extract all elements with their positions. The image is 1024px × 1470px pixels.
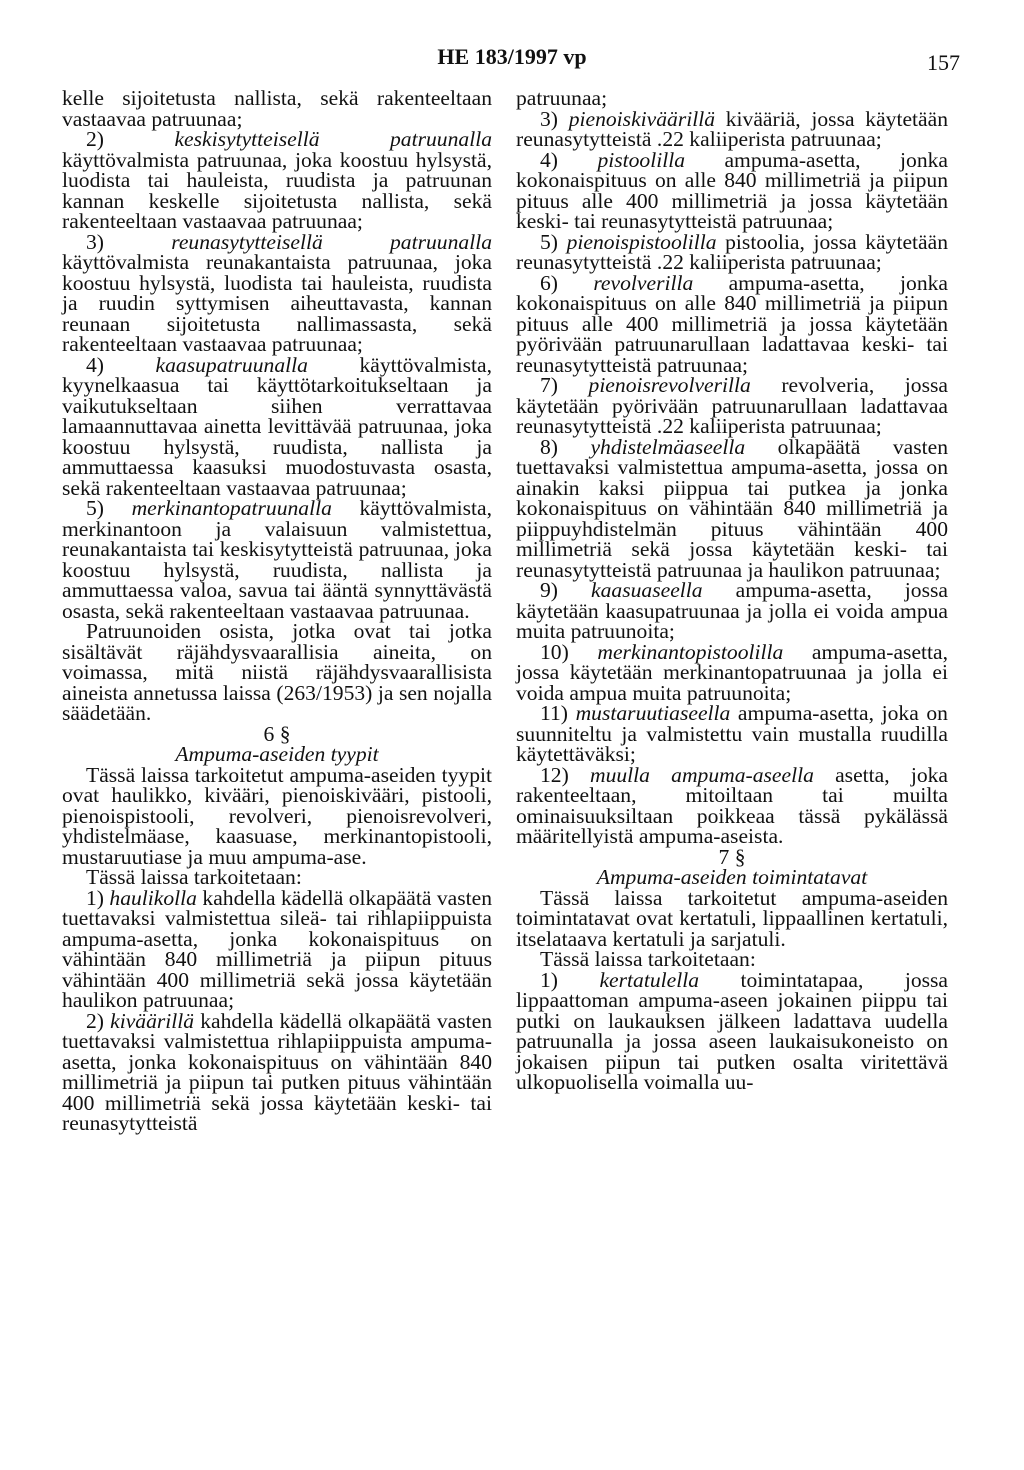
list-item: 2) keskisytytteisellä patruunalla käyttövalmista patruunaa, joka koostuu hylsystä, luodista tai hauleista, ruudista ja patruunan kannan keskelle sijoitetusta nallista, sekä rakenteeltaan vastaavaa patruunaa;: [62, 127, 492, 233]
list-item: 3) pienoiskiväärillä kivääriä, jossa käytetään reunasytytteistä .22 kaliiperista patruunaa;: [516, 106, 949, 151]
list-item: 4) kaasupatruunalla käyttövalmista, kyynelkaasua tai käyttötarkoitukseltaan ja vaikutukseltaan siihen verrattavaa lamaannuttavaa ainetta levittävää patruunaa, joka koostuu hylsystä, ruudista, nallista ja ammuttaessa kaasuksi muodostuvasta osasta, sekä rakenteeltaan vastaavaa patruunaa;: [62, 352, 492, 500]
paragraph: Tässä laissa tarkoitetut ampuma-aseiden tyypit ovat haulikko, kivääri, pienoiskivääri, pistooli, pienoispistooli, revolveri, pienoisrevolveri, yhdistelmäase, kaasuase, merkinantopistooli, mustaruutiase ja muu ampuma-ase.: [62, 762, 492, 869]
paragraph: Patruunoiden osista, jotka ovat tai jotka sisältävät räjähdysvaarallisia aineita, on voimassa, mitä niistä räjähdysvaarallisista aineista annetussa laissa (263/1953) ja sen nojalla säädetään.: [62, 619, 492, 725]
paragraph: kelle sijoitetusta nallista, sekä rakenteeltaan vastaavaa patruunaa;: [62, 86, 492, 131]
section-title: Ampuma-aseiden toimintatavat: [596, 865, 868, 889]
list-item: 9) kaasuaseella ampuma-asetta, jossa käytetään kaasupatruunaa ja jolla ei voida ampua muita patruunoita;: [516, 578, 948, 643]
page-number: 157: [927, 50, 960, 75]
list-item: 12) muulla ampuma-aseella asetta, joka rakenteeltaan, mitoiltaan tai muilta ominaisuuksiltaan poikkeaa tässä pykälässä määritellyistä ampuma-aseista.: [516, 762, 948, 848]
paragraph: Tässä laissa tarkoitetut ampuma-aseiden toimintatavat ovat kertatuli, lippaallinen kertatuli, itselataava kertatuli ja sarjatuli.: [516, 885, 948, 951]
list-item: 4) pistoolilla ampuma-asetta, jonka kokonaispituus on alle 840 millimetriä ja piipun pituus alle 400 millimetriä ja jossa käytetään keski- tai reunasytytteistä patruunaa;: [516, 147, 948, 233]
list-item: 2) kiväärillä kahdella kädellä olkapäätä vasten tuettavaksi valmistettua rihlapiippuista ampuma-asetta, jonka kokonaispituus on vähintään 840 millimetriä ja piipun tai putken pituus vähintään 400 millimetriä sekä jossa käytetään keski- tai reunasytytteistä: [62, 1008, 492, 1135]
right-column: [516, 88, 948, 1093]
paragraph: Tässä laissa tarkoitetaan:: [86, 865, 302, 889]
list-item: 7) pienoisrevolverilla revolveria, jossa käytetään pyörivään patruunarullaan ladattavaa reunasytytteistä .22 kaliiperista patruunaa;: [516, 373, 948, 438]
list-item: 10) merkinantopistoolilla ampuma-asetta, jossa käytetään merkinantopatruunaa ja jolla ei voida ampua muita patruunoita;: [516, 639, 949, 705]
paragraph: patruunaa;: [516, 86, 608, 110]
list-item: 11) mustaruutiaseella ampuma-asetta, joka on suunniteltu ja valmistettu vain mustalla ruudilla käytettäväksi;: [516, 701, 948, 766]
list-item: 5) merkinantopatruunalla käyttövalmista, merkinantoon ja valaisuun valmistettua, reunakantaista tai keskisytytteistä patruunaa, joka koostuu hylsystä, ruudista, nallista ja ammuttaessa valoa, savua tai ääntä synnyttävästä osasta, sekä rakenteeltaan vastaavaa patruunaa.: [62, 496, 493, 623]
section-number: 6 §: [263, 721, 291, 746]
left-column: [62, 88, 492, 1134]
running-title: HE 183/1997 vp: [437, 44, 587, 69]
list-item: 8) yhdistelmäaseella olkapäätä vasten tuettavaksi valmistettua ampuma-asetta, jossa on ainakin kaksi piippua tai putkea ja jonka kokonaispituus on vähintään 840 millimetriä ja piippuyhdistelmän pituus vähintään 400 millimetriä sekä jossa käytetään keski- tai reunasytytteistä patruunaa ja haulikon patruunaa;: [516, 434, 948, 582]
section-number: 7 §: [718, 844, 746, 869]
list-item: 5) pienoispistoolilla pistoolia, jossa käytetään reunasytytteistä .22 kaliiperista patruunaa;: [516, 229, 948, 274]
section-title: Ampuma-aseiden tyypit: [175, 742, 379, 766]
paragraph: Tässä laissa tarkoitetaan:: [540, 947, 756, 971]
list-item: 3) reunasytytteisellä patruunalla käyttövalmista reunakantaista patruunaa, joka koostuu hylsystä, luodista tai hauleista, ruudista ja ruudin syttymisen aiheuttavasta, kannan reunaan sijoitetusta nallimassasta, sekä rakenteeltaan vastaavaa patruunaa;: [62, 229, 492, 356]
list-item: 1) kertatulella toimintatapaa, jossa lippaattoman ampuma-aseen jokainen piippu tai putki on laukauksen jälkeen ladattava uudella patruunalla ja jossa aseen laukaisukoneisto on jokaisen piipun tai putken osalta viritettävä ulkopuolisella voimalla uu-: [516, 967, 949, 1094]
list-item: 6) revolverilla ampuma-asetta, jonka kokonaispituus on alle 840 millimetriä ja piipun pituus alle 400 millimetriä ja jossa käytetään pyörivään patruunarullaan ladattavaa keski- tai reunasytytteistä patruunaa;: [516, 270, 949, 377]
list-item: 1) haulikolla kahdella kädellä olkapäätä vasten tuettavaksi valmistettua sileä- tai rihlapiippuista ampuma-asetta, jonka kokonaispituus on vähintään 840 millimetriä ja piipun pituus vähintään 400 millimetriä sekä jossa käytetään haulikon patruunaa;: [62, 885, 492, 1012]
